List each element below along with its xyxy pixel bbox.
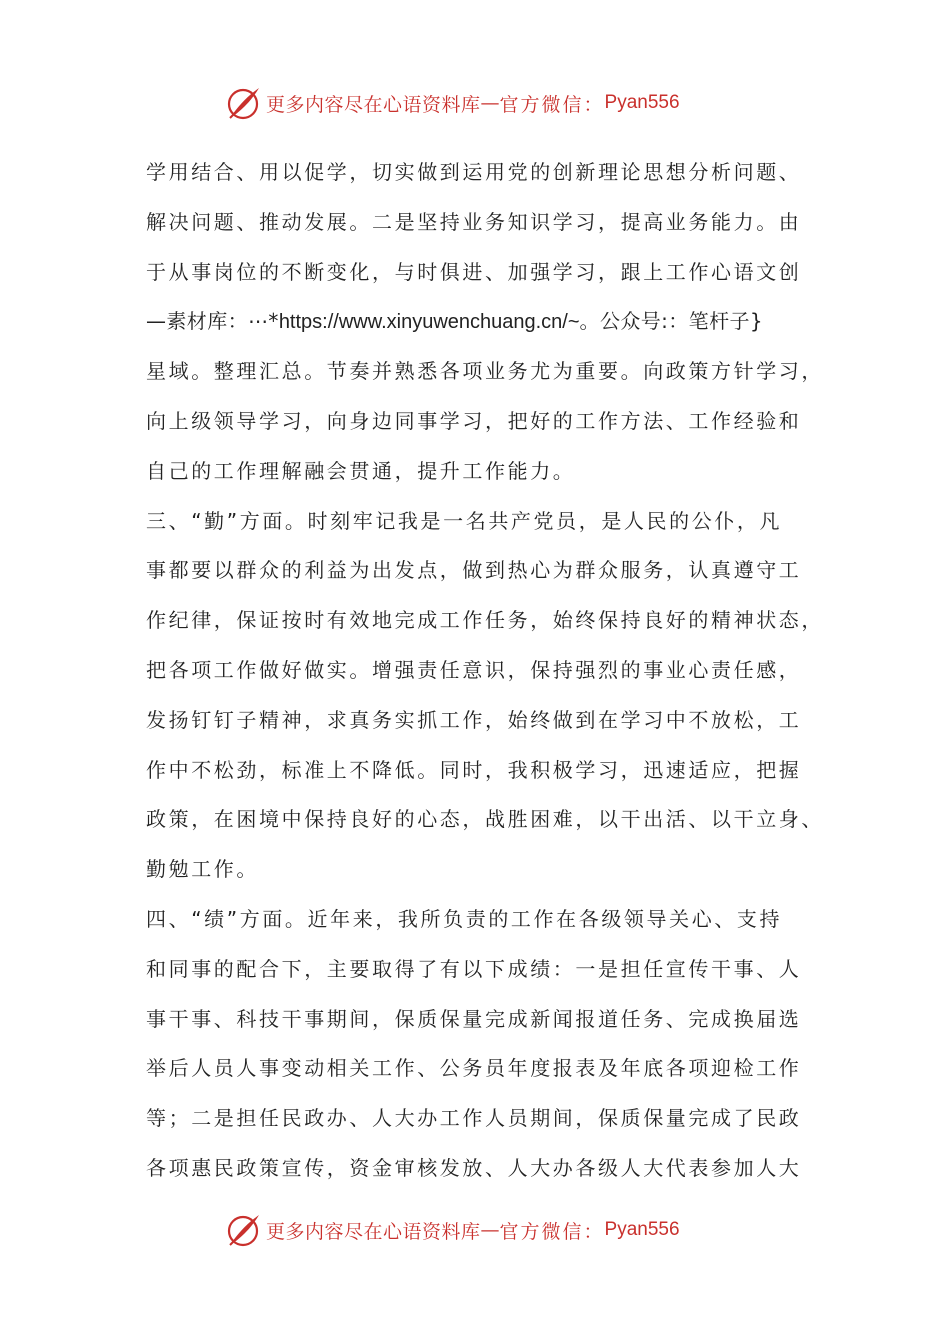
footer-banner [226, 1210, 746, 1250]
text-line: 举后人员人事变动相关工作、公务员年度报表及年底各项迎检工作 [146, 1056, 802, 1081]
header-banner [226, 83, 746, 123]
quill-logo-icon [226, 1212, 262, 1248]
banner-slogan: 更多内容尽在心语资料库 [266, 93, 481, 116]
banner-wechat-id: Pyan556 [604, 1219, 680, 1240]
text-line: 学用结合、用以促学，切实做到运用党的创新理论思想分析问题、 [146, 160, 802, 184]
url-line-suffix: 。公众号:：笔杆子} [579, 309, 764, 334]
text-line: 事都要以群众的利益为出发点，做到热心为群众服务，认真遵守工 [146, 558, 802, 583]
text-line: 和同事的配合下，主要取得了有以下成绩：一是担任宣传干事、人 [146, 956, 802, 981]
banner-wechat-label: 官方微信： [499, 93, 605, 116]
text-line: 勤勉工作。 [146, 857, 259, 882]
text-line: 三、“勤”方面。时刻牢记我是一名共产党员，是人民的公仆，凡 [146, 508, 783, 533]
text-line: 作纪律，保证按时有效地完成工作任务，始终保持良好的精神状态， [146, 608, 824, 633]
quill-logo-icon [226, 85, 262, 121]
banner-dash: — [480, 92, 500, 114]
text-line: 发扬钉钉子精神，求真务实抓工作，始终做到在学习中不放松，工 [146, 707, 802, 732]
document-body [146, 148, 824, 1194]
text-line: 于从事岗位的不断变化，与时俱进、加强学习，跟上工作心语文创 [146, 259, 802, 284]
banner-wechat-label: 官方微信： [499, 1220, 605, 1243]
text-line: 各项惠民政策宣传，资金审核发放、人大办各级人大代表参加人大 [146, 1155, 802, 1180]
url-text: https://www.xinyuwenchuang.cn/~ [278, 311, 580, 334]
text-line: 事干事、科技干事期间，保质保量完成新闻报道任务、完成换届选 [146, 1006, 802, 1031]
text-line: 把各项工作做好做实。增强责任意识，保持强烈的事业心责任感， [146, 657, 802, 682]
banner-wechat-id: Pyan556 [604, 92, 680, 113]
text-line: 政策，在困境中保持良好的心态，战胜困难，以干出活、以干立身、 [146, 807, 824, 832]
text-line: 向上级领导学习，向身边同事学习，把好的工作方法、工作经验和 [146, 408, 802, 433]
text-line: 等；二是担任民政办、人大办工作人员期间，保质保量完成了民政 [146, 1106, 802, 1131]
banner-slogan: 更多内容尽在心语资料库 [266, 1220, 481, 1243]
text-line: 星域。整理汇总。节奏并熟悉各项业务尤为重要。向政策方针学习， [146, 359, 824, 384]
banner-dash: — [480, 1219, 500, 1241]
text-line: 作中不松劲，标准上不降低。同时，我积极学习，迅速适应，把握 [146, 757, 802, 782]
text-line-with-url [146, 297, 816, 347]
url-line-prefix: —素材库：⋯* [146, 309, 279, 334]
text-line: 自己的工作理解融会贯通，提升工作能力。 [146, 458, 576, 483]
text-line: 四、“绩”方面。近年来，我所负责的工作在各级领导关心、支持 [146, 906, 783, 931]
text-line: 解决问题、推动发展。二是坚持业务知识学习，提高业务能力。由 [146, 209, 802, 234]
